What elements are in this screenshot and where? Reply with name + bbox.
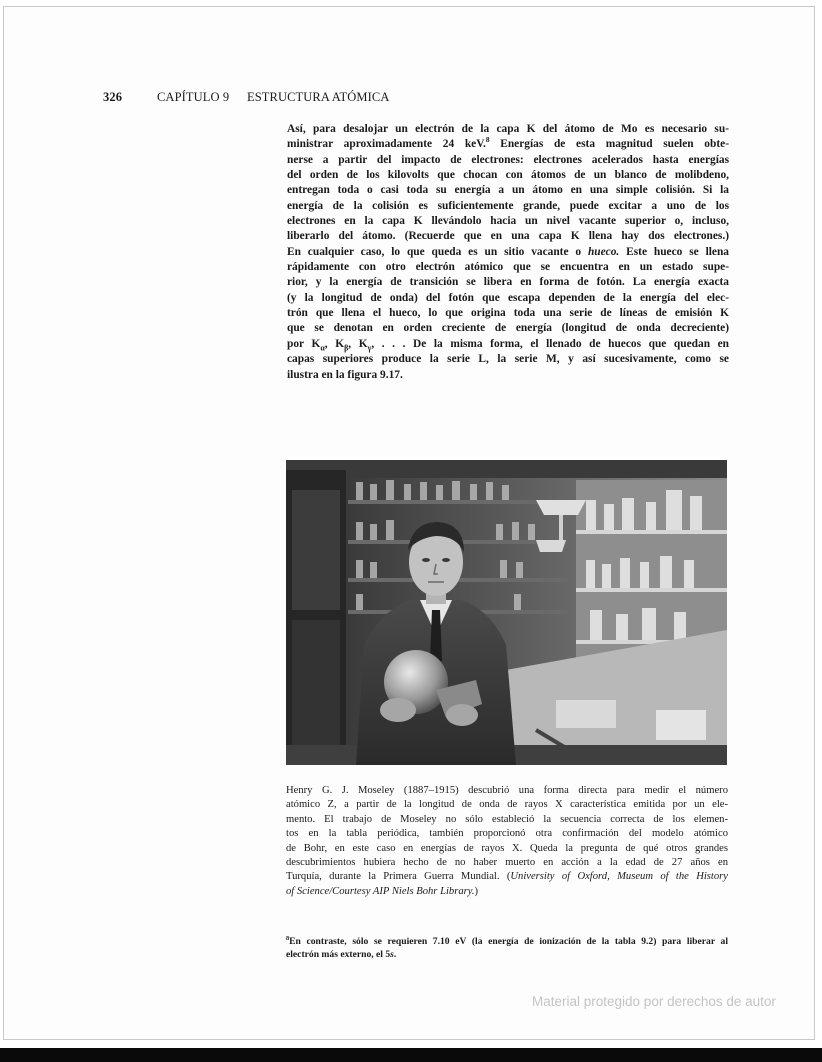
chapter-label: CAPÍTULO 9 bbox=[157, 90, 230, 104]
body-paragraph bbox=[287, 122, 729, 383]
caption-text-run: Turquía, durante la Primera Guerra Mundial. ( bbox=[286, 871, 511, 883]
footnote-line bbox=[286, 935, 728, 948]
caption-line: tos en la tabla periódica, también proporcionó otra confirmación del modelo atómico bbox=[286, 828, 728, 840]
body-text-run: , . . . De la misma forma, el llenado de huecos que quedan en bbox=[371, 337, 729, 350]
copyright-watermark: Material protegido por derechos de autor bbox=[532, 994, 776, 1009]
caption-credit: University of Oxford, Museum of the History bbox=[510, 871, 728, 883]
subscript-gamma: γ bbox=[367, 343, 372, 353]
body-text-run: En cualquier caso, lo que queda es un sitio vacante o bbox=[287, 245, 588, 258]
body-text-run: , K bbox=[324, 337, 345, 350]
footnote-ref: 8 bbox=[485, 135, 490, 145]
chapter-title: ESTRUCTURA ATÓMICA bbox=[247, 90, 390, 104]
body-text-run: , K bbox=[348, 337, 368, 350]
body-line: rior, y la energía de transición se libera en forma de fotón. La energía exacta bbox=[287, 276, 729, 289]
footnote bbox=[286, 935, 728, 961]
body-line bbox=[287, 245, 729, 260]
body-line: nerse a partir del impacto de electrones: electrones acelerados hasta energías bbox=[287, 153, 729, 166]
figure-caption bbox=[286, 784, 728, 899]
body-line bbox=[287, 137, 729, 152]
footnote-text-run: electrón más externo, el 5 bbox=[286, 949, 391, 960]
body-line: rápidamente con otro electrón atómico que se encuentra en un estado supe- bbox=[287, 261, 729, 274]
footnote-mark: 8 bbox=[286, 934, 290, 942]
moseley-photograph bbox=[286, 460, 727, 765]
body-line: capas superiores produce la serie L, la serie M, y así sucesivamente, como se bbox=[287, 353, 729, 366]
body-line: liberarlo del átomo. (Recuerde que en una capa K llena hay dos electrones.) bbox=[287, 230, 729, 243]
page-number: 326 bbox=[103, 90, 123, 104]
subscript-beta: β bbox=[344, 343, 349, 353]
body-line: trón que llena el hueco, lo que origina toda una serie de líneas de emisión K bbox=[287, 307, 729, 320]
bottom-bar bbox=[0, 1048, 822, 1062]
body-text-run: Energías de esta magnitud suelen obte- bbox=[489, 138, 729, 151]
caption-line: Henry G. J. Moseley (1887–1915) descubrió una forma directa para medir el número bbox=[286, 785, 728, 796]
body-line: que se denotan en orden creciente de energía (longitud de onda decreciente) bbox=[287, 322, 729, 335]
footnote-italic: s bbox=[390, 949, 394, 960]
lab-scene-illustration bbox=[286, 460, 727, 765]
caption-text-run: ) bbox=[474, 885, 479, 897]
subscript-alpha: α bbox=[320, 343, 325, 353]
body-line: electrones en la capa K llevándolo hacia un nivel vacante superior o, incluso, bbox=[287, 215, 729, 228]
body-text-run: ministrar aproximadamente 24 keV. bbox=[287, 138, 486, 151]
body-text-run: Este hueco se llena bbox=[619, 245, 730, 258]
footnote-line bbox=[286, 948, 728, 961]
footnote-text-run: En contraste, sólo se requieren 7.10 eV (la energía de ionización de la tabla 9.2) para liberar al bbox=[289, 936, 728, 947]
body-line: entregan toda o casi toda su energía a un átomo en una simple colisión. Si la bbox=[287, 184, 729, 197]
body-line bbox=[287, 337, 729, 352]
body-line: (y la longitud de onda) del fotón que escapa dependen de la energía del elec- bbox=[287, 291, 729, 304]
body-line: ilustra en la figura 9.17. bbox=[287, 368, 403, 381]
body-text-run: por K bbox=[287, 337, 321, 350]
caption-credit: of Science/Courtesy AIP Niels Bohr Library. bbox=[286, 885, 475, 897]
caption-line: de Bohr, en este caso en energías de rayos X. Queda la pregunta de qué otros grandes bbox=[286, 842, 728, 854]
footnote-text-run: . bbox=[393, 949, 397, 960]
caption-line: atómico Z, a partir de la longitud de onda de rayos X característica emitida por un ele- bbox=[286, 799, 728, 811]
body-line: Así, para desalojar un electrón de la capa K del átomo de Mo es necesario su- bbox=[287, 123, 729, 135]
body-line: del orden de los kilovolts que chocan con átomos de un blanco de molibdeno, bbox=[287, 169, 729, 182]
caption-line bbox=[286, 885, 728, 899]
caption-line: descubrimientos hubiera hecho de no haber muerto en acción a la edad de 27 años en bbox=[286, 857, 728, 869]
body-line: energía de la colisión es suficientemente grande, puede excitar a uno de los bbox=[287, 199, 729, 212]
running-head bbox=[103, 90, 389, 105]
caption-line bbox=[286, 870, 728, 884]
caption-line: mento. El trabajo de Moseley no sólo estableció la secuencia correcta de los elemen- bbox=[286, 813, 728, 825]
italic-term: hueco. bbox=[587, 245, 620, 258]
